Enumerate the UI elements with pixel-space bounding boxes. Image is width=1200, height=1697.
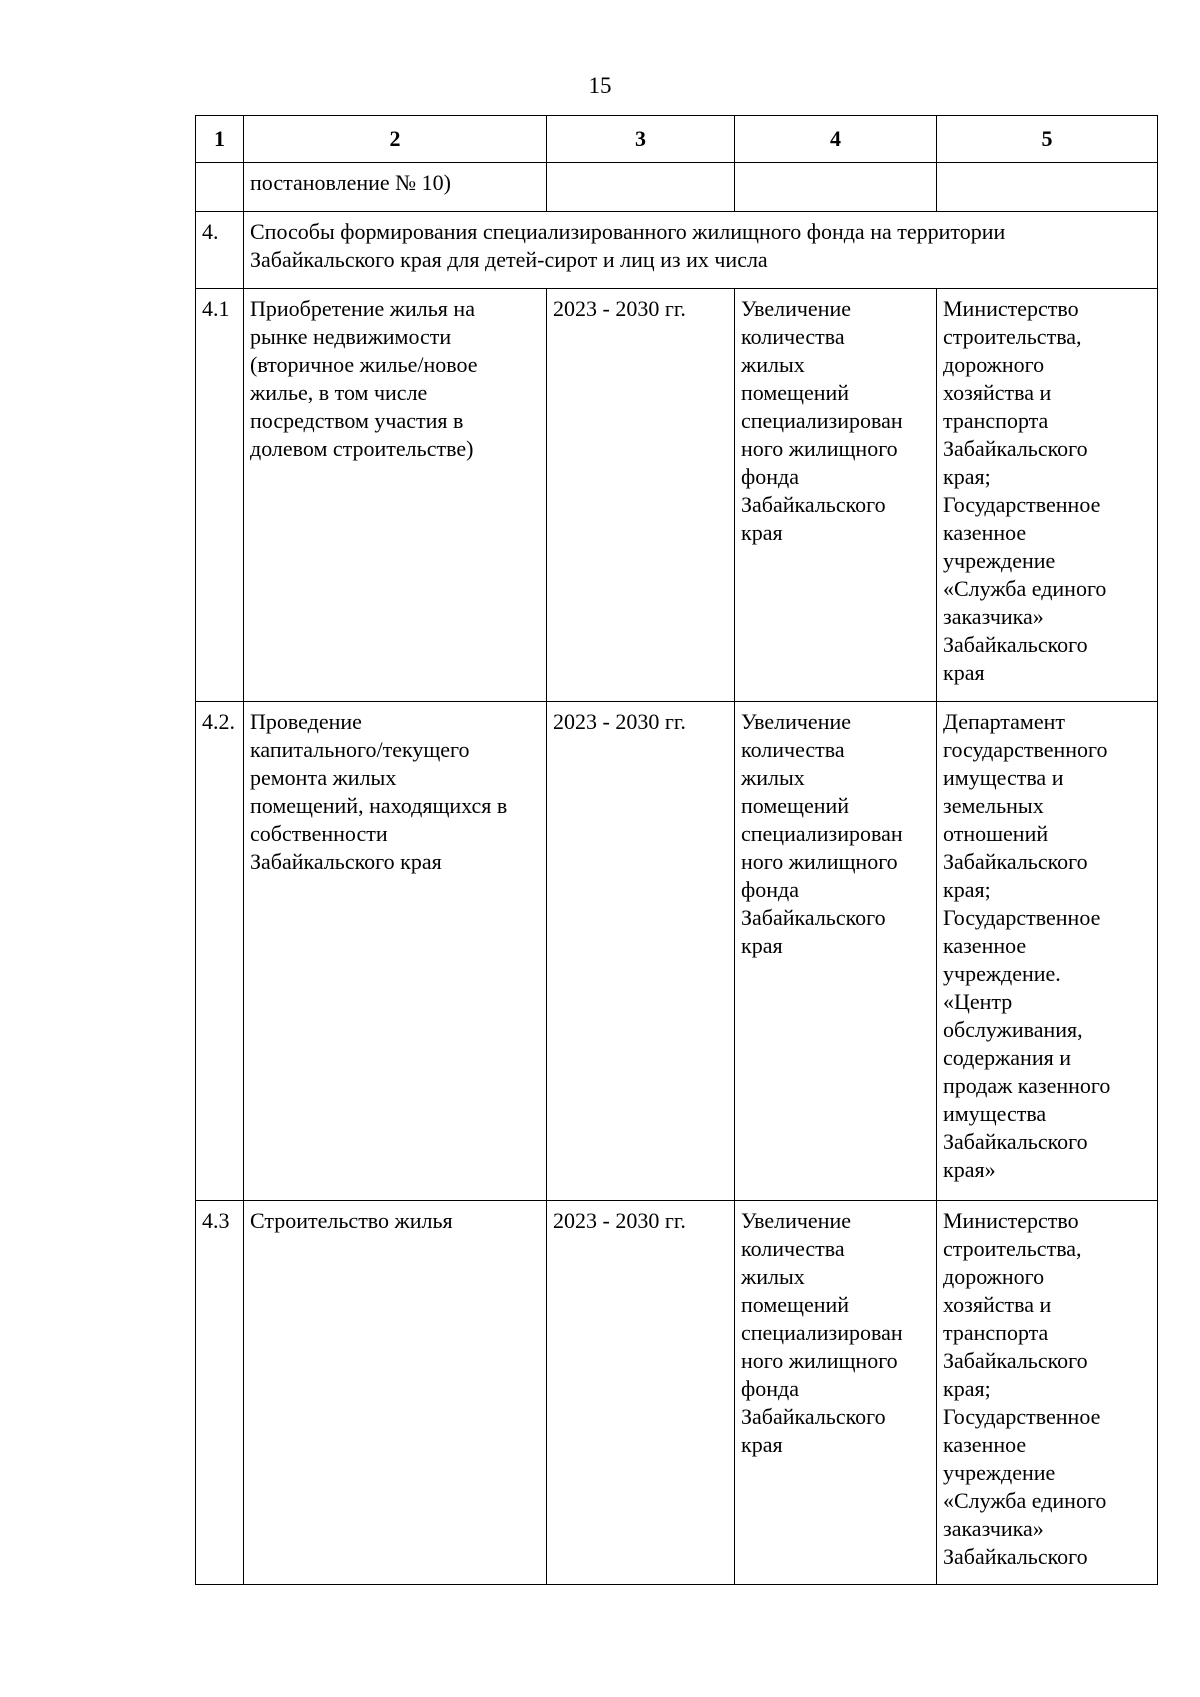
row-number-cell: 4.1 <box>196 289 244 702</box>
column-header-3: 3 <box>547 116 735 163</box>
measure-cell: Приобретение жилья на рынке недвижимости (вторичное жилье/новое жилье, в том числе посредством участия в долевом строительстве) <box>244 289 547 702</box>
result-cell: Увеличение количества жилых помещений специализирован ного жилищного фонда Забайкальского края <box>735 1201 937 1585</box>
responsible-cell: Департамент государственного имущества и земельных отношений Забайкальского края; Государственное казенное учреждение. «Центр обслуживания, содержания и продаж казенного имущества Забайкальского края» <box>937 702 1158 1201</box>
period-cell: 2023 - 2030 гг. <box>547 289 735 702</box>
measure-cell: постановление № 10) <box>244 163 547 212</box>
table-row <box>196 702 1158 1201</box>
table-row <box>196 289 1158 702</box>
period-cell <box>547 163 735 212</box>
period-cell: 2023 - 2030 гг. <box>547 702 735 1201</box>
measure-cell: Строительство жилья <box>244 1201 547 1585</box>
measure-cell: Проведение капитального/текущего ремонта жилых помещений, находящихся в собственности Забайкальского края <box>244 702 547 1201</box>
section-title-cell: Способы формирования специализированного жилищного фонда на территории Забайкальского края для детей-сирот и лиц из их числа <box>244 212 1158 289</box>
row-number-cell: 4.3 <box>196 1201 244 1585</box>
row-number-cell: 4.2. <box>196 702 244 1201</box>
row-number-cell <box>196 163 244 212</box>
responsible-cell: Министерство строительства, дорожного хозяйства и транспорта Забайкальского края; Государственное казенное учреждение «Служба единого заказчика» Забайкальского края <box>937 289 1158 702</box>
period-cell: 2023 - 2030 гг. <box>547 1201 735 1585</box>
section-number-cell: 4. <box>196 212 244 289</box>
page-number: 15 <box>588 73 612 98</box>
responsible-cell <box>937 163 1158 212</box>
result-cell: Увеличение количества жилых помещений специализирован ного жилищного фонда Забайкальского края <box>735 289 937 702</box>
column-header-1: 1 <box>196 116 244 163</box>
column-header-2: 2 <box>244 116 547 163</box>
table-header-row <box>196 116 1158 163</box>
table-row <box>196 1201 1158 1585</box>
result-cell: Увеличение количества жилых помещений специализирован ного жилищного фонда Забайкальского края <box>735 702 937 1201</box>
section-row <box>196 212 1158 289</box>
column-header-4: 4 <box>735 116 937 163</box>
plan-table <box>195 115 1158 1585</box>
column-header-5: 5 <box>937 116 1158 163</box>
responsible-cell: Министерство строительства, дорожного хозяйства и транспорта Забайкальского края; Государственное казенное учреждение «Служба единого заказчика» Забайкальского <box>937 1201 1158 1585</box>
table-row-continuation <box>196 163 1158 212</box>
result-cell <box>735 163 937 212</box>
